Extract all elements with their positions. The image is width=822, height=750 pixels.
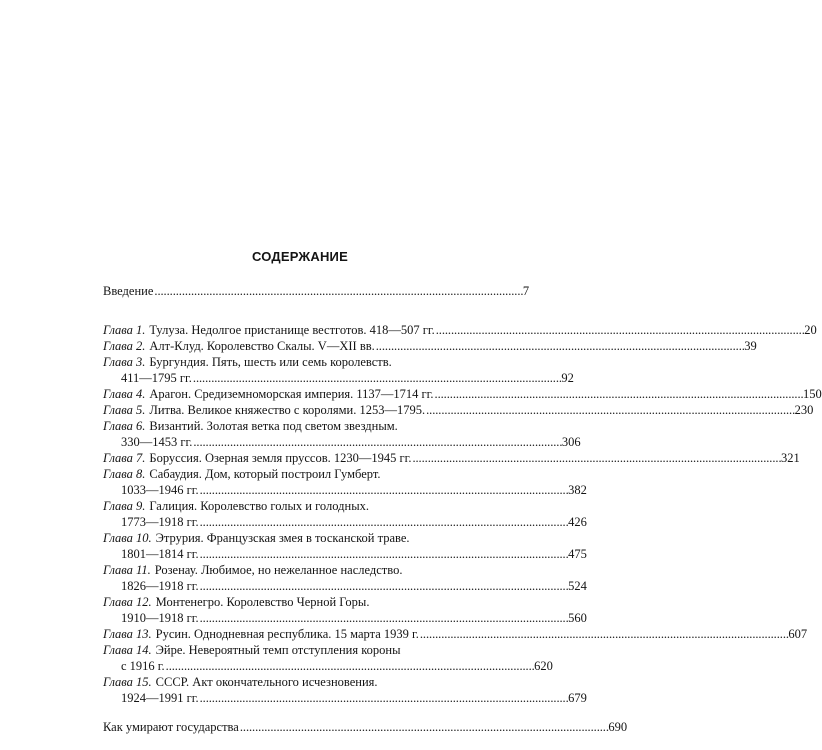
toc-page-number: 230 bbox=[794, 403, 814, 417]
leader-dots bbox=[200, 514, 568, 530]
chapter-title: Боруссия. Озерная земля пруссов. 1230—1945 гг. bbox=[149, 451, 412, 465]
chapter-label: Глава 13. bbox=[103, 627, 152, 641]
chapter-label: Глава 7. bbox=[103, 451, 146, 465]
chapter-title: Монтенегро. Королевство Черной Горы. bbox=[155, 595, 370, 609]
toc-page-number: 92 bbox=[561, 371, 574, 385]
toc-entry-chapter-continuation bbox=[121, 658, 553, 674]
toc-entry-outro bbox=[103, 719, 628, 735]
toc-entry-chapter-continuation bbox=[121, 610, 587, 626]
toc-entry-chapter-continuation bbox=[121, 514, 587, 530]
toc-entry-chapter bbox=[103, 354, 475, 370]
toc-title: СОДЕРЖАНИЕ bbox=[252, 249, 348, 264]
toc-entry-chapter bbox=[103, 338, 757, 354]
leader-dots bbox=[193, 434, 561, 450]
toc-entry-chapter bbox=[103, 594, 475, 610]
toc-page-number: 306 bbox=[561, 435, 581, 449]
chapter-title: Русин. Однодневная республика. 15 марта 1939 г. bbox=[155, 627, 419, 641]
toc-entry-chapter bbox=[103, 642, 475, 658]
toc-page-number: 39 bbox=[744, 339, 757, 353]
chapter-title-continued: 1826—1918 гг. bbox=[121, 579, 199, 593]
toc-page-number: 475 bbox=[568, 547, 587, 561]
chapter-label: Глава 8. bbox=[103, 467, 146, 481]
toc-entry-intro bbox=[103, 283, 530, 299]
toc-entry-chapter bbox=[103, 450, 800, 466]
toc-entry-chapter bbox=[103, 530, 475, 546]
chapter-label: Глава 1. bbox=[103, 323, 146, 337]
chapter-label: Глава 12. bbox=[103, 595, 152, 609]
toc-entry-chapter-continuation bbox=[121, 434, 581, 450]
chapter-label: Глава 10. bbox=[103, 531, 152, 545]
chapter-title: Сабаудия. Дом, который построил Гумберт. bbox=[149, 467, 381, 481]
chapter-label: Глава 15. bbox=[103, 675, 152, 689]
leader-dots bbox=[200, 546, 568, 562]
chapter-title: СССР. Акт окончательного исчезновения. bbox=[155, 675, 378, 689]
chapter-label: Глава 3. bbox=[103, 355, 146, 369]
leader-dots bbox=[154, 283, 522, 299]
toc-page-number: 382 bbox=[568, 483, 587, 497]
leader-dots bbox=[376, 338, 744, 354]
chapter-label: Глава 9. bbox=[103, 499, 146, 513]
chapter-title-continued: 1033—1946 гг. bbox=[121, 483, 199, 497]
toc-entry-chapter bbox=[103, 386, 822, 402]
chapter-title-continued: с 1916 г. bbox=[121, 659, 165, 673]
toc-entry-chapter bbox=[103, 626, 808, 642]
chapter-title: Этрурия. Французская змея в тосканской траве. bbox=[155, 531, 410, 545]
toc-entry-chapter bbox=[103, 562, 475, 578]
leader-dots bbox=[420, 626, 788, 642]
toc-entry-text: Как умирают государства bbox=[103, 720, 239, 734]
toc-page-number: 560 bbox=[568, 611, 587, 625]
toc-entry-chapter-continuation bbox=[121, 482, 587, 498]
chapter-title: Алт-Клуд. Королевство Скалы. V—XII вв. bbox=[149, 339, 375, 353]
toc-page-number: 321 bbox=[780, 451, 800, 465]
toc-entry-chapter bbox=[103, 674, 475, 690]
chapter-title: Византий. Золотая ветка под светом звездным. bbox=[149, 419, 398, 433]
leader-dots bbox=[200, 610, 568, 626]
leader-dots bbox=[435, 386, 803, 402]
toc-page-number: 426 bbox=[568, 515, 587, 529]
leader-dots bbox=[200, 578, 568, 594]
toc-entry-chapter bbox=[103, 322, 817, 338]
chapter-label: Глава 11. bbox=[103, 563, 151, 577]
leader-dots bbox=[166, 658, 534, 674]
toc-entry-text: Введение bbox=[103, 284, 154, 298]
toc-entry-chapter bbox=[103, 402, 814, 418]
chapter-title: Эйре. Невероятный темп отступления короны bbox=[155, 643, 401, 657]
leader-dots bbox=[200, 690, 568, 706]
chapter-title-continued: 1910—1918 гг. bbox=[121, 611, 199, 625]
leader-dots bbox=[412, 450, 780, 466]
chapter-title-continued: 1801—1814 гг. bbox=[121, 547, 199, 561]
toc-page-number: 607 bbox=[788, 627, 808, 641]
leader-dots bbox=[436, 322, 804, 338]
toc-entry-chapter-continuation bbox=[121, 690, 587, 706]
chapter-title-continued: 411—1795 гг. bbox=[121, 371, 192, 385]
toc-entry-chapter bbox=[103, 418, 475, 434]
toc-page-number: 20 bbox=[804, 323, 817, 337]
toc-page-number: 679 bbox=[568, 691, 587, 705]
toc-entry-chapter bbox=[103, 498, 475, 514]
toc-page-number: 690 bbox=[608, 720, 628, 734]
leader-dots bbox=[426, 402, 794, 418]
chapter-title: Бургундия. Пять, шесть или семь королевств. bbox=[149, 355, 392, 369]
chapter-title: Арагон. Средиземноморская империя. 1137—1714 гг. bbox=[149, 387, 434, 401]
chapter-label: Глава 6. bbox=[103, 419, 146, 433]
chapter-label: Глава 5. bbox=[103, 403, 146, 417]
chapter-label: Глава 2. bbox=[103, 339, 146, 353]
chapter-title: Розенау. Любимое, но нежеланное наследство. bbox=[154, 563, 403, 577]
toc-page-number: 7 bbox=[522, 284, 530, 298]
chapter-label: Глава 4. bbox=[103, 387, 146, 401]
toc-entry-chapter bbox=[103, 466, 475, 482]
toc-entry-chapter-continuation bbox=[121, 546, 587, 562]
toc-page-number: 620 bbox=[534, 659, 553, 673]
toc-page-number: 150 bbox=[803, 387, 822, 401]
leader-dots bbox=[240, 719, 608, 735]
toc-entry-chapter-continuation bbox=[121, 370, 574, 386]
toc-entry-chapter-continuation bbox=[121, 578, 587, 594]
leader-dots bbox=[200, 482, 568, 498]
chapter-title: Галиция. Королевство голых и голодных. bbox=[149, 499, 369, 513]
toc-page-number: 524 bbox=[568, 579, 587, 593]
chapter-title-continued: 1773—1918 гг. bbox=[121, 515, 199, 529]
leader-dots bbox=[193, 370, 561, 386]
chapter-title: Литва. Великое княжество с королями. 1253—1795. bbox=[149, 403, 426, 417]
chapter-label: Глава 14. bbox=[103, 643, 152, 657]
chapter-title-continued: 330—1453 гг. bbox=[121, 435, 193, 449]
chapter-title: Тулуза. Недолгое пристанище вестготов. 418—507 гг. bbox=[149, 323, 435, 337]
chapter-title-continued: 1924—1991 гг. bbox=[121, 691, 199, 705]
